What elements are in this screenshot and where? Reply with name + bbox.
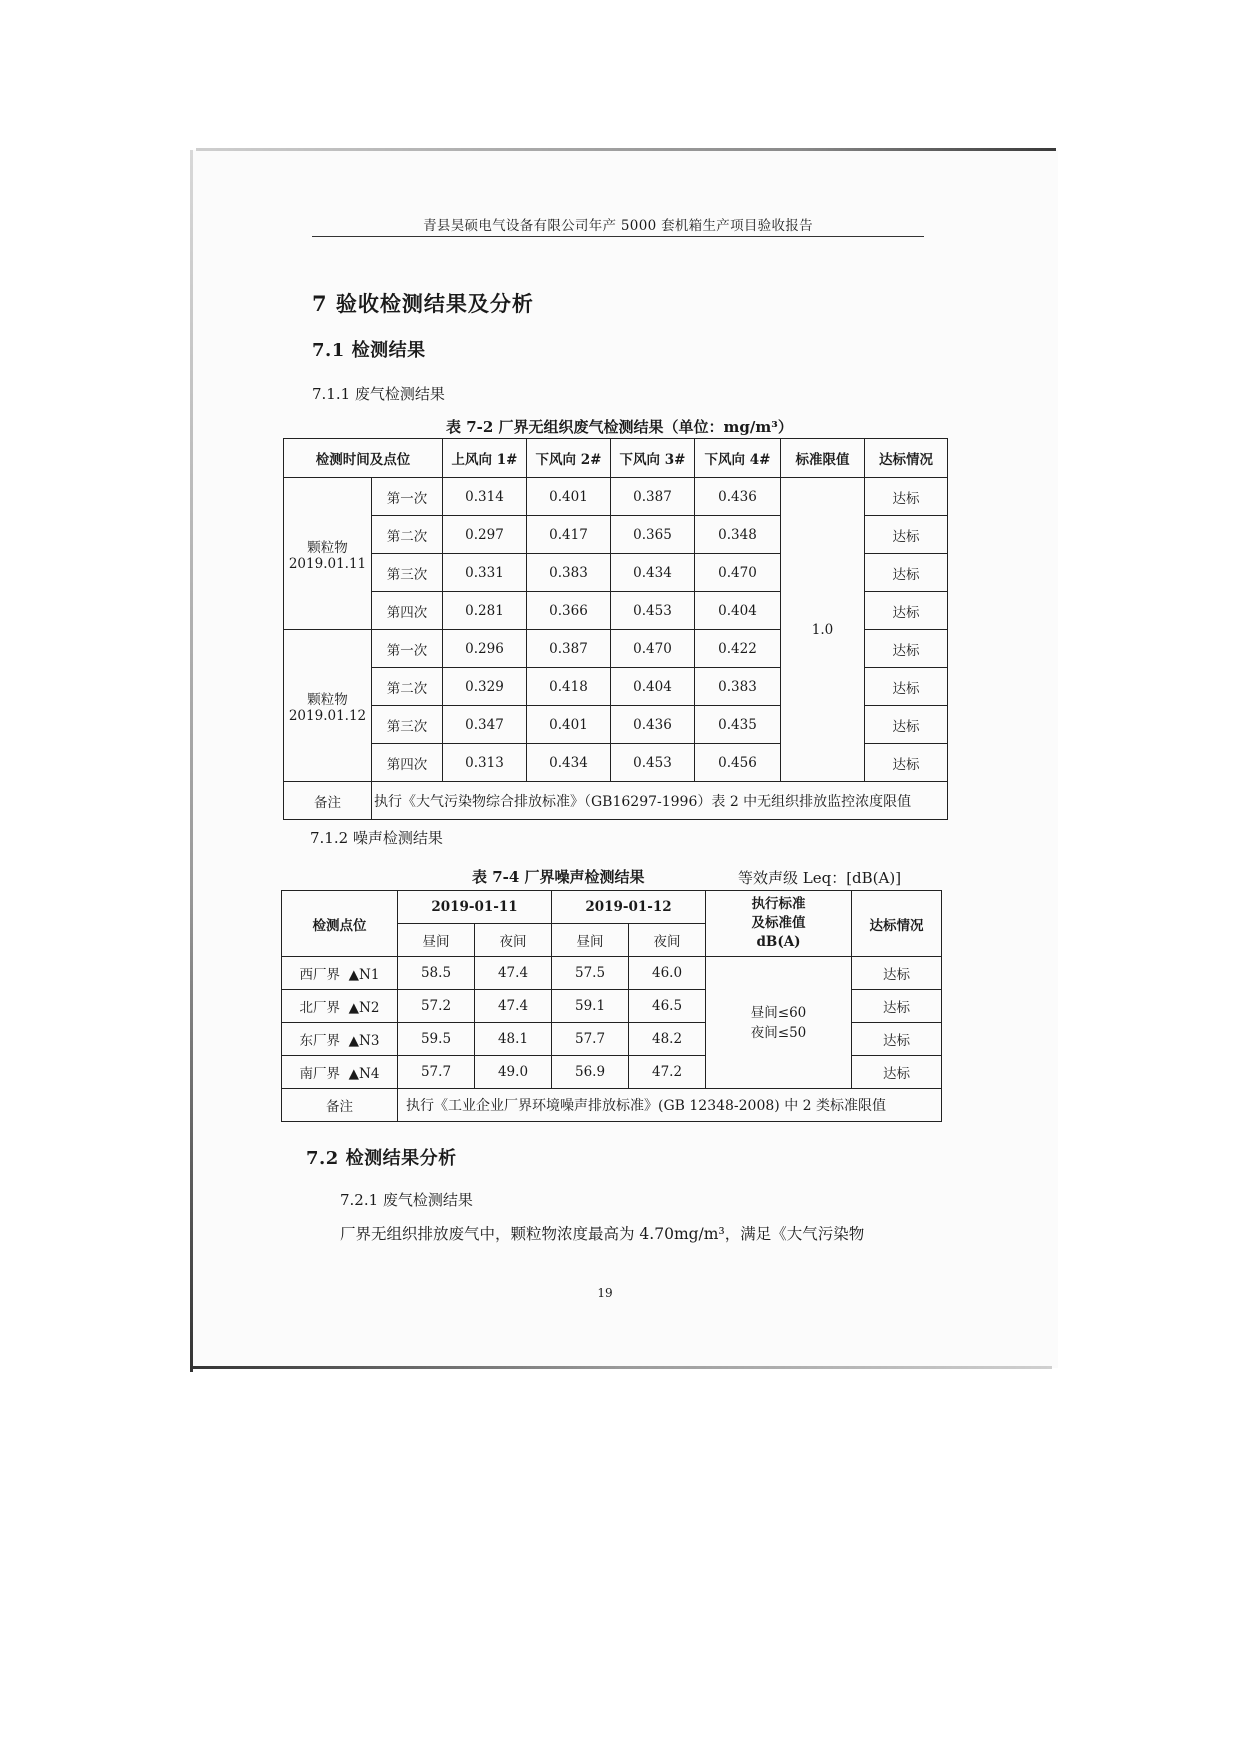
header-night-2: 夜间 [629,924,706,957]
value-upwind-1: 0.329 [443,668,527,706]
noise-point-code: ▲N2 [348,1000,380,1016]
noise-d2-day: 59.1 [552,990,629,1023]
header-standard-line-3: dB(A) [756,934,801,950]
value-downwind-2: 0.383 [527,554,611,592]
noise-d1-day: 58.5 [398,957,475,990]
standard-day: 昼间≤60 [750,1004,807,1021]
noise-point-code: ▲N1 [348,967,380,983]
value-downwind-3: 0.434 [611,554,695,592]
section-7-2-title: 7.2 检测结果分析 [306,1148,457,1169]
page-number: 19 [597,1286,613,1300]
status-value: 达标 [865,554,948,592]
header-noise-status: 达标情况 [852,891,942,957]
table-7-4-unit: 等效声级 Leq：[dB(A)] [738,869,902,887]
noise-point [282,990,398,1023]
scan-edge-top [196,148,1056,151]
standard-night: 夜间≤50 [750,1024,807,1041]
noise-d1-day: 59.5 [398,1023,475,1056]
noise-status: 达标 [852,957,942,990]
status-value: 达标 [865,630,948,668]
running-header: 青县昊硕电气设备有限公司年产 5000 套机箱生产项目验收报告 [423,218,813,234]
header-day-1: 昼间 [398,924,475,957]
value-downwind-2: 0.387 [527,630,611,668]
noise-point-name: 西厂界 [299,967,341,983]
header-date-2: 2019-01-12 [552,891,706,924]
limit-value: 1.0 [781,478,865,782]
noise-status: 达标 [852,1056,942,1089]
value-downwind-2: 0.417 [527,516,611,554]
noise-note-row [282,1089,942,1122]
header-standard [706,891,852,957]
noise-status: 达标 [852,990,942,1023]
table-header-row [284,439,948,478]
header-standard-line-1: 执行标准 [751,896,806,912]
note-text: 执行《大气污染物综合排放标准》（GB16297-1996）表 2 中无组织排放监控浓度限值 [372,782,948,820]
value-downwind-3: 0.365 [611,516,695,554]
status-value: 达标 [865,516,948,554]
row-label: 第一次 [372,630,443,668]
noise-header-row-1 [282,891,942,924]
header-point: 检测点位 [282,891,398,957]
row-label: 第三次 [372,554,443,592]
section-7-1-title: 7.1 检测结果 [312,340,426,361]
noise-point-name: 北厂界 [299,1000,341,1016]
noise-d2-day: 57.5 [552,957,629,990]
status-value: 达标 [865,706,948,744]
noise-d1-night: 48.1 [475,1023,552,1056]
header-time-point: 检测时间及点位 [284,439,443,478]
noise-d1-night: 47.4 [475,990,552,1023]
noise-d1-day: 57.2 [398,990,475,1023]
noise-standard [706,957,852,1089]
note-label: 备注 [284,782,372,820]
noise-point [282,1056,398,1089]
value-downwind-3: 0.453 [611,744,695,782]
section-7-title: 7 验收检测结果及分析 [312,291,534,316]
status-value: 达标 [865,668,948,706]
header-date-1: 2019-01-11 [398,891,552,924]
table-row [284,478,948,516]
value-downwind-2: 0.366 [527,592,611,630]
row-label: 第三次 [372,706,443,744]
value-downwind-4: 0.348 [695,516,781,554]
noise-point-name: 南厂界 [299,1066,341,1082]
status-value: 达标 [865,744,948,782]
value-upwind-1: 0.331 [443,554,527,592]
noise-d2-night: 47.2 [629,1056,706,1089]
row-label: 第四次 [372,592,443,630]
value-upwind-1: 0.296 [443,630,527,668]
header-downwind-2: 下风向 2# [527,439,611,478]
header-standard-line-2: 及标准值 [751,915,806,931]
header-night-1: 夜间 [475,924,552,957]
noise-row [282,957,942,990]
value-upwind-1: 0.314 [443,478,527,516]
header-downwind-3: 下风向 3# [611,439,695,478]
noise-note-label: 备注 [282,1089,398,1122]
value-downwind-2: 0.418 [527,668,611,706]
header-upwind-1: 上风向 1# [443,439,527,478]
noise-d2-night: 48.2 [629,1023,706,1056]
value-downwind-3: 0.387 [611,478,695,516]
header-limit: 标准限值 [781,439,865,478]
value-downwind-2: 0.401 [527,706,611,744]
value-downwind-3: 0.453 [611,592,695,630]
noise-status: 达标 [852,1023,942,1056]
value-upwind-1: 0.297 [443,516,527,554]
status-value: 达标 [865,592,948,630]
header-day-2: 昼间 [552,924,629,957]
noise-point [282,1023,398,1056]
group-pollutant: 颗粒物 [307,691,348,708]
scan-edge-bottom [190,1366,1052,1369]
value-downwind-4: 0.456 [695,744,781,782]
row-label: 第二次 [372,516,443,554]
noise-point [282,957,398,990]
value-downwind-3: 0.436 [611,706,695,744]
value-downwind-4: 0.435 [695,706,781,744]
table-7-2-caption: 表 7-2 厂界无组织废气检测结果（单位：mg/m³） [446,418,793,436]
noise-d1-night: 47.4 [475,957,552,990]
header-rule [312,236,924,237]
group-date: 2019.01.11 [288,555,367,572]
header-status: 达标情况 [865,439,948,478]
noise-point-name: 东厂界 [299,1033,341,1049]
section-7-1-1-title: 7.1.1 废气检测结果 [312,385,445,403]
noise-point-code: ▲N3 [348,1033,380,1049]
noise-point-code: ▲N4 [348,1066,380,1082]
noise-d1-night: 49.0 [475,1056,552,1089]
group-label [284,630,372,782]
section-7-2-1-title: 7.2.1 废气检测结果 [340,1191,473,1209]
noise-d2-night: 46.5 [629,990,706,1023]
row-label: 第一次 [372,478,443,516]
value-downwind-4: 0.470 [695,554,781,592]
noise-d1-day: 57.7 [398,1056,475,1089]
row-label: 第二次 [372,668,443,706]
status-value: 达标 [865,478,948,516]
value-downwind-4: 0.404 [695,592,781,630]
header-downwind-4: 下风向 4# [695,439,781,478]
noise-d2-night: 46.0 [629,957,706,990]
value-upwind-1: 0.313 [443,744,527,782]
noise-d2-day: 56.9 [552,1056,629,1089]
waste-gas-table [283,438,948,820]
noise-d2-day: 57.7 [552,1023,629,1056]
row-label: 第四次 [372,744,443,782]
value-upwind-1: 0.281 [443,592,527,630]
noise-note-text: 执行《工业企业厂界环境噪声排放标准》(GB 12348-2008) 中 2 类标准限值 [398,1089,942,1122]
value-upwind-1: 0.347 [443,706,527,744]
value-downwind-3: 0.404 [611,668,695,706]
group-date: 2019.01.12 [288,707,367,724]
value-downwind-2: 0.434 [527,744,611,782]
value-downwind-2: 0.401 [527,478,611,516]
section-7-1-2-title: 7.1.2 噪声检测结果 [310,829,443,847]
value-downwind-4: 0.422 [695,630,781,668]
table-note-row [284,782,948,820]
value-downwind-4: 0.436 [695,478,781,516]
noise-table [281,890,942,1122]
value-downwind-3: 0.470 [611,630,695,668]
scan-edge-left [190,150,193,1372]
table-7-4-caption: 表 7-4 厂界噪声检测结果 [472,868,645,886]
value-downwind-4: 0.383 [695,668,781,706]
group-label [284,478,372,630]
group-pollutant: 颗粒物 [307,539,348,556]
section-7-2-1-text: 厂界无组织排放废气中，颗粒物浓度最高为 4.70mg/m³，满足《大气污染物 [340,1225,865,1243]
